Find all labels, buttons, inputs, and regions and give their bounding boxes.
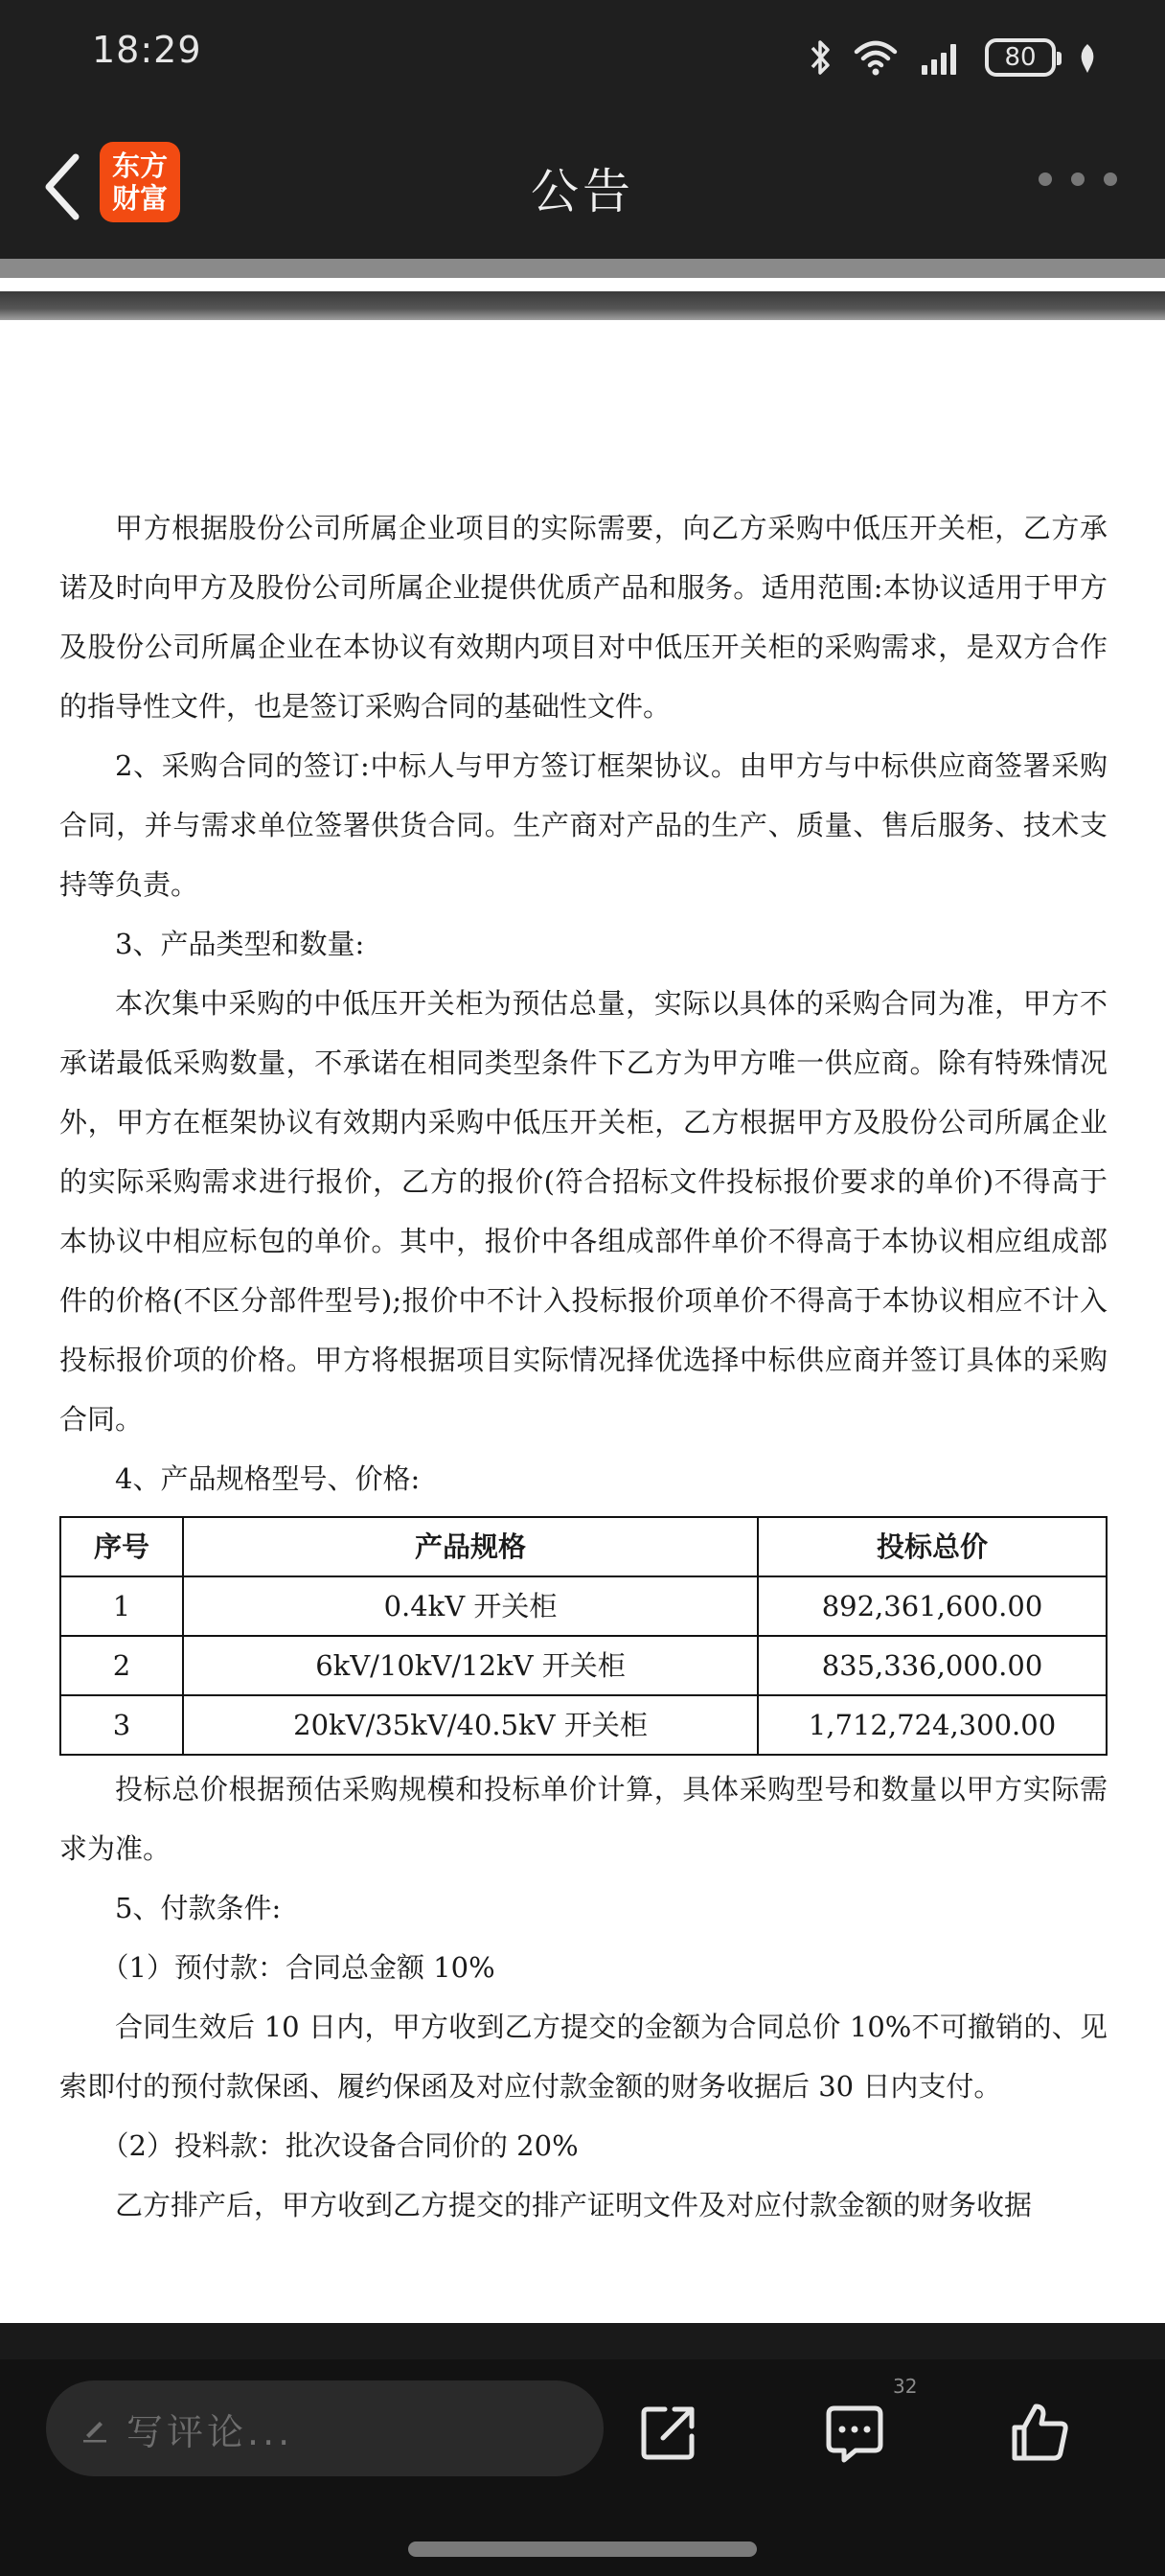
paragraph: 乙方排产后，甲方收到乙方提交的排产证明文件及对应付款金额的财务收据 — [115, 2189, 1033, 2221]
paragraph: 4、产品规格型号、价格: — [115, 1462, 421, 1495]
status-time: 18:29 — [92, 29, 202, 71]
logo-line1: 东方 — [111, 150, 168, 182]
price-table — [59, 1516, 1108, 1756]
comment-placeholder: 写评论... — [126, 2410, 294, 2453]
paragraph: （2）投料款：批次设备合同价的 20% — [101, 2129, 579, 2162]
table-cell: 1,712,724,300.00 — [758, 1695, 1107, 1755]
more-button[interactable] — [1039, 172, 1117, 186]
battery-level: 80 — [1004, 43, 1037, 72]
table-cell: 3 — [60, 1695, 183, 1755]
table-row — [60, 1636, 1107, 1695]
paragraph: 甲方根据股份公司所属企业项目的实际需要，向乙方采购中低压开关柜，乙方承诺及时向甲方及股份公司所属企业提供优质产品和服务。适用范围:本协议适用于甲方及股份公司所属企业在本协议有效期内项目对中低压开关柜的采购需求，是双方合作的指导性文件，也是签订采购合同的基础性文件。 — [59, 512, 1108, 723]
paragraph: 2、采购合同的签订:中标人与甲方签订框架协议。由甲方与中标供应商签署采购合同，并与需求单位签署供货合同。生产商对产品的生产、质量、售后服务、技术支持等负责。 — [59, 749, 1108, 901]
table-cell: 0.4kV 开关柜 — [183, 1576, 758, 1636]
paragraph: 3、产品类型和数量: — [115, 928, 365, 960]
header-divider-shadow — [0, 291, 1165, 320]
home-indicator[interactable] — [408, 2542, 757, 2557]
status-bar — [0, 0, 1165, 115]
table-header-cell: 序号 — [60, 1517, 183, 1576]
comment-icon — [823, 2401, 886, 2464]
table-header-cell: 投标总价 — [758, 1517, 1107, 1576]
table-header-cell: 产品规格 — [183, 1517, 758, 1576]
paragraph: 5、付款条件: — [115, 1892, 282, 1924]
table-cell: 6kV/10kV/12kV 开关柜 — [183, 1636, 758, 1695]
more-dots-icon — [1039, 172, 1052, 186]
paragraphs-before-table — [59, 498, 1108, 1508]
table-row — [60, 1695, 1107, 1755]
table-cell: 2 — [60, 1636, 183, 1695]
charging-leaf-icon — [1077, 38, 1098, 77]
header-divider-gap — [0, 278, 1165, 291]
bottom-bar — [0, 2359, 1165, 2576]
comment-input[interactable] — [46, 2380, 604, 2476]
bottom-separator — [0, 2323, 1165, 2359]
table-row — [60, 1576, 1107, 1636]
paragraph: 本次集中采购的中低压开关柜为预估总量，实际以具体的采购合同为准，甲方不承诺最低采购数量，不承诺在相同类型条件下乙方为甲方唯一供应商。除有特殊情况外，甲方在框架协议有效期内采购中低压开关柜，乙方根据甲方及股份公司所属企业的实际采购需求进行报价，乙方的报价(符合招标文件投标报价要求的单价)不得高于本协议中相应标包的单价。其中，报价中各组成部件单价不得高于本协议相应组成部件的价格(不区分部件型号);报价中不计入投标报价项单价不得高于本协议相应不计入投标报价项的价格。甲方将根据项目实际情况择优选择中标供应商并签订具体的采购合同。 — [59, 987, 1108, 1436]
table-cell: 835,336,000.00 — [758, 1636, 1107, 1695]
page-title: 公告 — [531, 164, 634, 219]
bluetooth-icon — [809, 38, 832, 77]
share-button[interactable] — [630, 2394, 707, 2471]
paragraph: 合同生效后 10 日内，甲方收到乙方提交的金额为合同总价 10%不可撤销的、见索即付的预付款保函、履约保函及对应付款金额的财务收据后 30 日内支付。 — [59, 2011, 1108, 2103]
header-divider — [0, 259, 1165, 278]
nav-bar — [0, 115, 1165, 259]
wifi-icon — [853, 38, 899, 77]
table-cell: 1 — [60, 1576, 183, 1636]
comment-count: 32 — [893, 2375, 918, 2398]
table-cell: 20kV/35kV/40.5kV 开关柜 — [183, 1695, 758, 1755]
signal-icon — [920, 38, 964, 77]
paragraphs-after-table — [59, 1760, 1108, 2235]
like-button[interactable] — [1002, 2394, 1079, 2471]
table-header-row — [60, 1517, 1107, 1576]
share-icon — [638, 2402, 699, 2463]
battery-icon — [985, 38, 1056, 77]
table-cell: 892,361,600.00 — [758, 1576, 1107, 1636]
table-body — [60, 1576, 1107, 1755]
paragraph: （1）预付款：合同总金额 10% — [101, 1951, 495, 1984]
pencil-icon — [80, 2414, 109, 2443]
comment-button[interactable] — [816, 2394, 893, 2471]
status-icons — [809, 29, 1098, 86]
paragraph: 投标总价根据预估采购规模和投标单价计算，具体采购型号和数量以甲方实际需求为准。 — [59, 1773, 1108, 1865]
like-icon — [1009, 2401, 1072, 2464]
logo-line2: 财富 — [111, 182, 168, 215]
announcement-document — [59, 498, 1108, 2235]
